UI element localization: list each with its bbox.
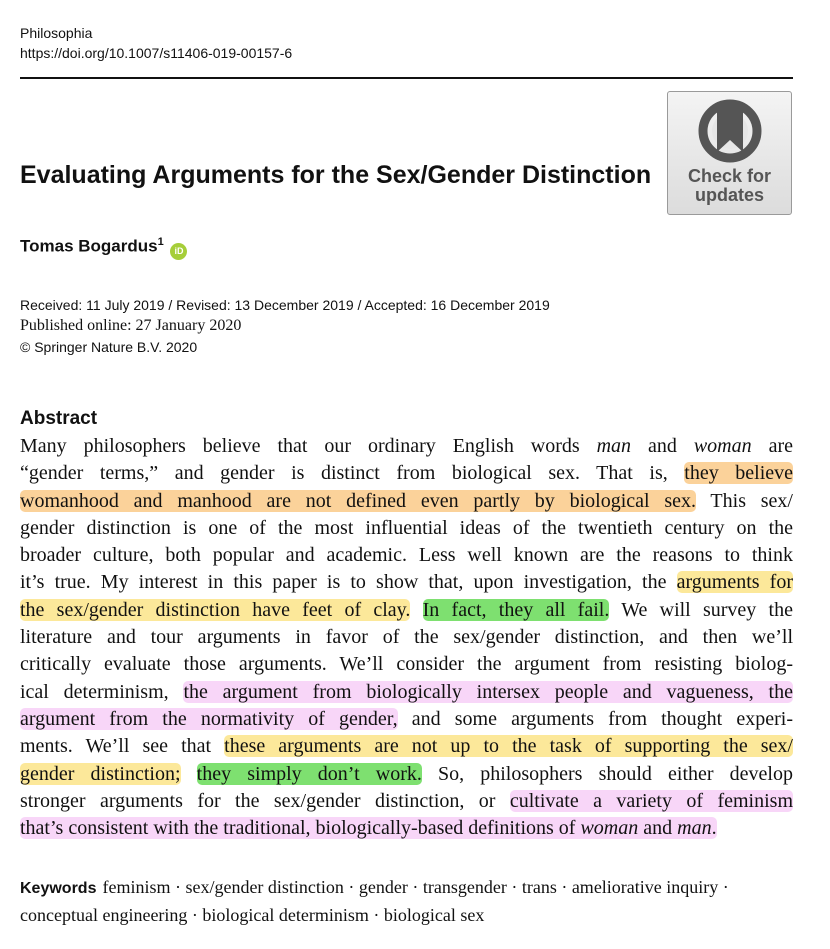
highlight-yellow: these arguments are not up to the task of supporting the sex/ (224, 735, 793, 758)
abstract-body (20, 433, 793, 842)
badge-label: Check for updates (687, 166, 772, 205)
abstract-line: gender distinction is one of the most influential ideas of the twentieth century on the (20, 516, 793, 539)
highlight-pink: cultivate a variety of feminism (509, 789, 793, 812)
abstract-line: stronger arguments for the sex/gender distinction, or cultivate a variety of feminism (20, 789, 793, 812)
abstract-line: the sex/gender distinction have feet of clay. In fact, they all fail. We will survey the (20, 598, 793, 621)
author-line (20, 230, 187, 260)
abstract-line: womanhood and manhood are not defined even partly by biological sex. This sex/ (20, 489, 793, 512)
abstract-line: argument from the normativity of gender, and some arguments from thought experi- (20, 707, 793, 730)
copyright: © Springer Nature B.V. 2020 (20, 339, 198, 355)
keywords-label: Keywords (20, 880, 97, 897)
abstract-line: broader culture, both popular and academic. Less well known are the reasons to think (20, 544, 793, 567)
affiliation-marker[interactable]: 1 (157, 236, 164, 248)
author-name[interactable]: Tomas Bogardus (20, 236, 158, 256)
abstract-line: “gender terms,” and gender is distinct from biological sex. That is, they believe (20, 462, 794, 485)
abstract-line: Many philosophers believe that our ordinary English words man and woman are (20, 435, 793, 457)
history-dates: Received: 11 July 2019 / Revised: 13 December 2019 / Accepted: 16 December 2019 (20, 297, 550, 313)
highlight-pink: that’s consistent with the traditional, biologically-based definitions of woman and man. (20, 817, 717, 840)
abstract-line: critically evaluate those arguments. We’ll consider the argument from resisting biolog- (20, 653, 793, 676)
journal-name: Philosophia (20, 25, 93, 41)
published-date: Published online: 27 January 2020 (20, 317, 242, 334)
bookmark-icon (695, 98, 765, 164)
abstract-line (20, 815, 793, 842)
highlight-yellow: gender distinction; (20, 762, 181, 785)
keywords-section (20, 874, 793, 929)
highlight-green: In fact, they all fail. (422, 598, 610, 621)
highlight-yellow: the sex/gender distinction have feet of clay. (20, 598, 411, 621)
orcid-icon[interactable]: iD (170, 243, 187, 260)
header-divider (20, 77, 793, 79)
abstract-line: ical determinism, the argument from biologically intersex people and vagueness, the (20, 680, 793, 703)
highlight-green: they simply don’t work. (196, 762, 422, 785)
abstract-line: it’s true. My interest in this paper is to show that, upon investigation, the arguments for (20, 571, 793, 594)
check-for-updates-badge[interactable] (667, 91, 792, 215)
highlight-orange: they believe (684, 462, 794, 485)
keywords-list: feminism · sex/gender distinction · gender · transgender · trans · ameliorative inquiry · conceptual engineering · biological determinism · biological sex (20, 877, 729, 925)
abstract-heading: Abstract (20, 408, 98, 429)
abstract-line: literature and tour arguments in favor of the sex/gender distinction, and then we’ll (20, 626, 793, 649)
abstract-line: gender distinction; they simply don’t work. So, philosophers should either develop (20, 762, 793, 785)
highlight-yellow: arguments for (676, 571, 793, 594)
journal-header (20, 23, 292, 63)
article-title: Evaluating Arguments for the Sex/Gender Distinction (20, 161, 652, 189)
doi-link[interactable]: https://doi.org/10.1007/s11406-019-00157-6 (20, 45, 293, 61)
highlight-orange: womanhood and manhood are not defined even partly by biological sex. (20, 489, 696, 512)
highlight-pink: argument from the normativity of gender, (20, 707, 398, 730)
highlight-pink: the argument from biologically intersex people and vagueness, the (183, 680, 793, 703)
abstract-line: ments. We’ll see that these arguments are not up to the task of supporting the sex/ (20, 735, 793, 758)
